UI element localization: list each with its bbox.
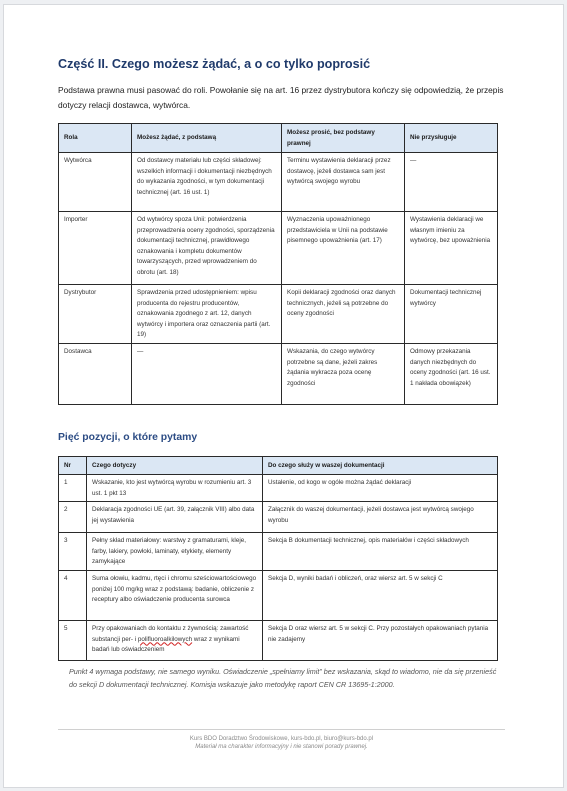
table-cell: Wyznaczenia upoważnionego przedstawiciela w Unii na podstawie pisemnego upoważnienia (art. 17) — [282, 212, 405, 285]
header-cell: Czego dotyczy — [87, 457, 263, 475]
table-cell: Załącznik do waszej dokumentacji, jeżeli dostawca jest wytwórcą swojego wyrobu — [263, 502, 498, 533]
table-cell: Ustalenie, od kogo w ogóle można żądać deklaracji — [263, 475, 498, 502]
table-cell: Deklaracja zgodności UE (art. 39, załącznik VIII) albo data jej wystawienia — [87, 502, 263, 533]
roles-table — [58, 123, 498, 405]
table-cell: 4 — [59, 571, 87, 621]
table-cell: — — [405, 153, 498, 212]
cell-text: Przy opakowaniach do kontaktu z żywnością: zawartość substancji per- i — [92, 625, 249, 643]
table-cell: Suma ołowiu, kadmu, rtęci i chromu sześciowartościowego poniżej 100 mg/kg wraz z podstawą: badanie, obliczenie z receptury albo oświadczenie producenta surowca — [87, 571, 263, 621]
table-cell: — — [132, 344, 282, 405]
table-cell: Wystawienia deklaracji we własnym imieniu za wytwórcę, bez upoważnienia — [405, 212, 498, 285]
table-cell: Dokumentacji technicznej wytwórcy — [405, 285, 498, 344]
header-cell: Możesz żądać, z podstawą — [132, 124, 282, 153]
header-cell: Rola — [59, 124, 132, 153]
section-title: Część II. Czego możesz żądać, a o co tylko poprosić — [58, 57, 371, 71]
table-row — [59, 475, 498, 502]
table-header-row — [59, 124, 498, 153]
table-cell: Pełny skład materiałowy: warstwy z gramaturami, kleje, farby, lakiery, powłoki, laminaty, etykiety, elementy zamykające — [87, 533, 263, 571]
table-cell: 2 — [59, 502, 87, 533]
footer-contact: Kurs BDO Doradztwo Środowiskowe, kurs-bdo.pl, biuro@kurs-bdo.pl — [189, 736, 374, 742]
table-cell: 3 — [59, 533, 87, 571]
header-cell: Do czego służy w waszej dokumentacji — [263, 457, 498, 475]
intro-paragraph: Podstawa prawna musi pasować do roli. Powołanie się na art. 16 przez dystrybutora kończy się odpowiedzią, że przepis dotyczy relacji dostawca, wytwórca. — [58, 85, 504, 110]
table-row — [59, 212, 498, 285]
table-row — [59, 502, 498, 533]
table-row — [59, 344, 498, 405]
table-cell: Sekcja D oraz wiersz art. 5 w sekcji C. Przy pozostałych opakowaniach pytania nie zadajemy — [263, 621, 498, 661]
footer-divider — [58, 729, 505, 730]
table-cell: Dystrybutor — [59, 285, 132, 344]
table-cell: Importer — [59, 212, 132, 285]
header-cell: Nr — [59, 457, 87, 475]
table-row — [59, 285, 498, 344]
table-row — [59, 571, 498, 621]
table-cell — [87, 621, 263, 661]
note-paragraph: Punkt 4 wymaga podstawy, nie samego wyniku. Oświadczenie „spełniamy limit” bez wskazania, skąd to wiadomo, nie da się przenieść do sekcji D dokumentacji technicznej. Komisja wskazuje jako metodykę raport CEN CR 13695-1:2000. — [69, 667, 497, 689]
table-cell: Dostawca — [59, 344, 132, 405]
table-cell: Kopii deklaracji zgodności oraz danych technicznych, jeżeli są potrzebne do oceny zgodności — [282, 285, 405, 344]
spellcheck-flagged-word: polifluoroalkilowych — [137, 635, 193, 643]
table-cell: Od dostawcy materiału lub części składowej: wszelkich informacji i dokumentacji niezbędnych do wykazania zgodności, w tym dokumentacji technicznej (art. 16 ust. 1) — [132, 153, 282, 212]
header-cell: Nie przysługuje — [405, 124, 498, 153]
table-cell: 1 — [59, 475, 87, 502]
table-row — [59, 533, 498, 571]
table-header-row — [59, 457, 498, 475]
positions-table — [58, 456, 498, 661]
cell-text: wraz z wynikami badań lub oświadczeniem — [92, 635, 240, 653]
table-cell: Wskazanie, kto jest wytwórcą wyrobu w rozumieniu art. 3 ust. 1 pkt 13 — [87, 475, 263, 502]
table-cell: Wytwórca — [59, 153, 132, 212]
footer-disclaimer: Materiał ma charakter informacyjny i nie stanowi porady prawnej. — [195, 744, 368, 750]
table-cell: Sekcja B dokumentacji technicznej, opis materiałów i części składowych — [263, 533, 498, 571]
table-cell: Od wytwórcy spoza Unii: potwierdzenia przeprowadzenia oceny zgodności, sporządzenia dokumentacji technicznej, prawidłowego oznakowania i kompletu dokumentów towarzyszących, przed wprowadzeniem do obrotu (art. 18) — [132, 212, 282, 285]
positions-title: Pięć pozycji, o które pytamy — [58, 432, 198, 443]
header-cell: Możesz prosić, bez podstawy prawnej — [282, 124, 405, 153]
table-cell: Sprawdzenia przed udostępnieniem: wpisu producenta do rejestru producentów, oznakowania zgodnego z art. 12, danych wytwórcy i importera oraz oznaczenia partii (art. 19) — [132, 285, 282, 344]
table-row — [59, 621, 498, 661]
table-cell: Sekcja D, wyniki badań i obliczeń, oraz wiersz art. 5 w sekcji C — [263, 571, 498, 621]
table-cell: Odmowy przekazania danych niezbędnych do oceny zgodności (art. 16 ust. 1 nakłada obowiązek) — [405, 344, 498, 405]
table-cell: Terminu wystawienia deklaracji przez dostawcę, jeżeli dostawca sam jest wytwórcą swojego wyrobu — [282, 153, 405, 212]
table-row — [59, 153, 498, 212]
table-cell: 5 — [59, 621, 87, 661]
table-cell: Wskazania, do czego wytwórcy potrzebne są dane, jeżeli zakres żądania wykracza poza ocenę zgodności — [282, 344, 405, 405]
